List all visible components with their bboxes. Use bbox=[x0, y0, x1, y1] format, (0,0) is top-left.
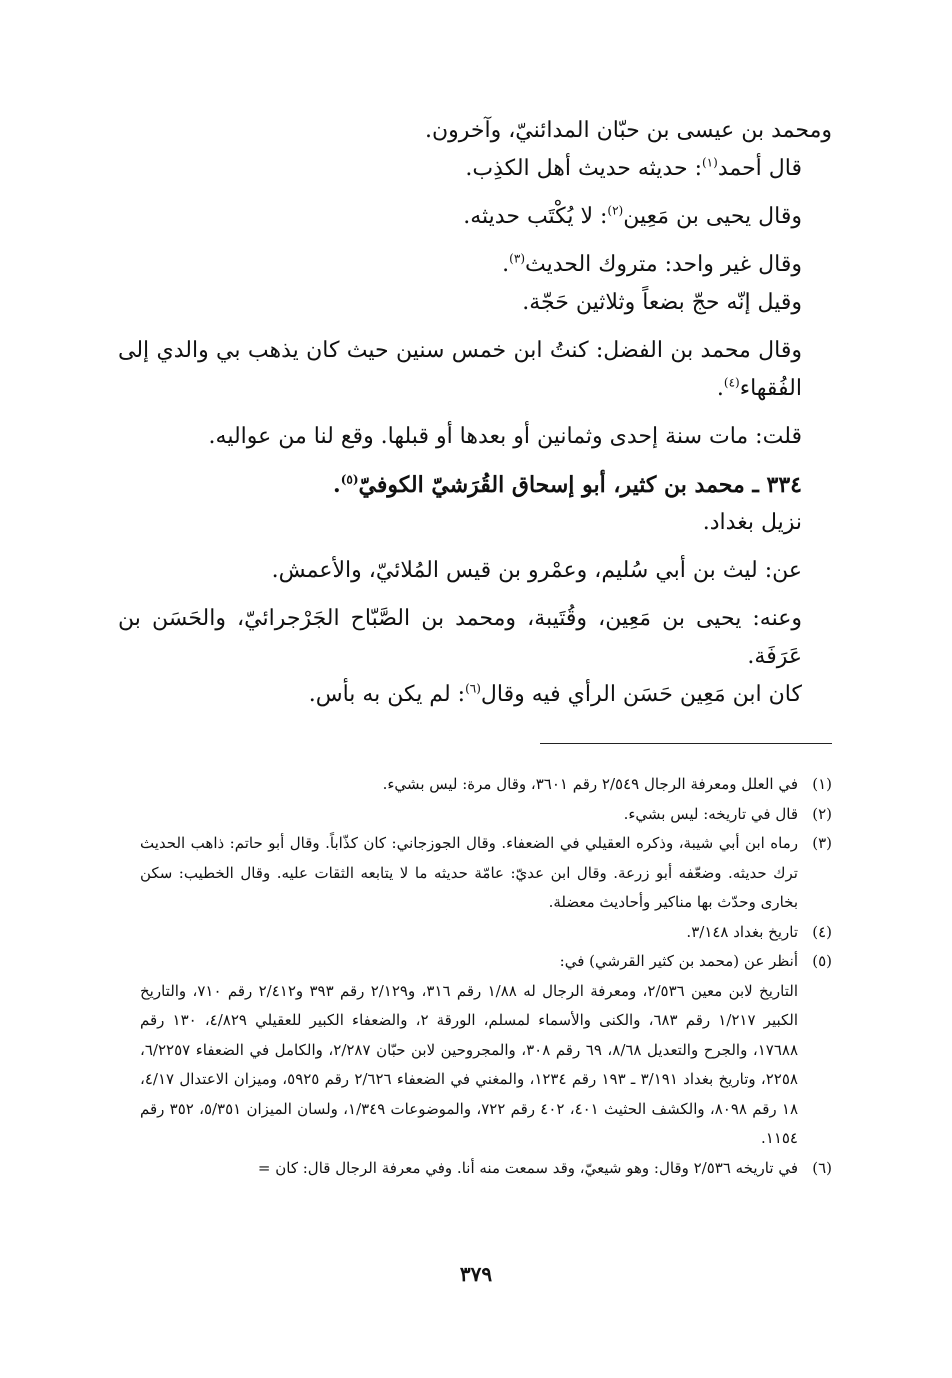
footnote-marker[interactable]: (٥) bbox=[340, 472, 359, 487]
page-number: ٣٧٩ bbox=[459, 1262, 493, 1286]
footnote bbox=[140, 918, 832, 948]
footnote-text: في العلل ومعرفة الرجال ٢/٥٤٩ رقم ٣٦٠١، وقال مرة: ليس بشيء. bbox=[382, 775, 798, 793]
footnote bbox=[140, 1154, 832, 1184]
footnote-number: (٤) bbox=[812, 922, 832, 941]
footnote-marker[interactable]: (٦) bbox=[465, 681, 481, 696]
text-line: ومحمد بن عيسى بن حبّان المدائنيّ، وآخرون. bbox=[424, 118, 832, 143]
footnotes bbox=[140, 770, 832, 1183]
footnote-marker[interactable]: (٤) bbox=[723, 375, 740, 390]
footnote bbox=[140, 770, 832, 800]
text-paragraph: وقال محمد بن الفضل: كنتُ ابن خمس سنين حيث كان يذهب بي والدي إلى الفُقهاء$^{(٤)}$. bbox=[118, 338, 802, 401]
footnote-marker[interactable]: (١) bbox=[701, 155, 718, 170]
footnote-marker[interactable]: (٢) bbox=[607, 203, 624, 218]
footnote bbox=[140, 800, 832, 830]
footnote-marker[interactable]: (٣) bbox=[509, 251, 525, 266]
footnote-text: أنظر عن (محمد بن كثير القرشي) في: bbox=[559, 952, 798, 970]
text-line: وقال يحيى بن مَعِين$^{(٢)}$: لا يُكْتَب حديثه. bbox=[463, 203, 802, 229]
text-paragraph: وعنه: يحيى بن مَعِين، وقُتَيبة، ومحمد بن الصَّبّاح الجَرْجرائيّ، والحَسَن بن عَرَفَة. bbox=[118, 606, 802, 669]
footnote bbox=[140, 829, 832, 918]
main-text bbox=[118, 112, 832, 714]
footnote-text: قال في تاريخه: ليس بشيء. bbox=[623, 804, 798, 823]
footnote-text: رماه ابن أبي شيبة، وذكره العقيلي في الضعفاء. وقال الجوزجاني: كان كذّاباً. وقال أبو حاتم: ذاهب الحديث ترك حديثه. وضعّفه أبو زرعة. وقال ابن عديّ: عامّة حديثه ما لا يتابعه الثقات عليه. وقال الخطيب: سكن بخارى وحدّث بها مناكير وأحاديث معضلة. bbox=[140, 834, 798, 911]
footnote-sources: التاريخ لابن معين ٢/٥٣٦، ومعرفة الرجال له ١/٨٨ رقم ٣١٦، و٢/١٢٩ رقم ٣٩٣ و٢/٤١٢ رقم ٧١٠، والتاريخ الكبير ١/٢١٧ رقم ٦٨٣، والكنى والأسماء لمسلم، الورقة ٢، والضعفاء الكبير للعقيلي ٤/٨٢٩، ١٣٠ رقم ١٧٦٨٨، والجرح والتعديل ٨/٦٨، ٦٩ رقم ٣٠٨، والمجروحين لابن حبّان ٢/٢٨٧، والكامل في الضعفاء ٦/٢٢٥٧، ٢٢٥٨، وتاريخ بغداد ٣/١٩١ ـ ١٩٣ رقم ١٢٣٤، والمغني في الضعفاء ٢/٦٢٦ رقم ٥٩٢٥، وميزان الاعتدال ٤/١٧، ١٨ رقم ٨٠٩٨، والكشف الحثيث ٤٠١، ٤٠٢ رقم ٧٢٢، والموضوعات ١/٣٤٩، ولسان الميزان ٥/٣٥١، ٣٥٢ رقم ١١٥٤. bbox=[140, 981, 799, 1147]
text-line: نزيل بغداد. bbox=[702, 510, 802, 535]
text-line: قال أحمد$^{(١)}$: حديثه حديث أهل الكذِب. bbox=[465, 155, 802, 181]
entry-heading: ٣٣٤ ـ محمد بن كثير، أبو إسحاق القُرَشيّ الكوفيّ$^{(٥)}$. bbox=[333, 472, 802, 498]
footnote-number: (٣) bbox=[812, 834, 832, 852]
footnote-number: (٦) bbox=[812, 1158, 832, 1177]
footnote-number: (١) bbox=[812, 775, 832, 793]
text-line: كان ابن مَعِين حَسَن الرأي فيه وقال$^{(٦)}$: لم يكن به بأس. bbox=[308, 681, 802, 707]
footnote-number: (٢) bbox=[812, 804, 832, 823]
text-line: قلت: مات سنة إحدى وثمانين أو بعدها أو قبلها. وقع لنا من عواليه. bbox=[208, 424, 802, 449]
footnote-number: (٥) bbox=[812, 952, 832, 970]
text-line: وقيل إنّه حجّ بضعاً وثلاثين حَجّة. bbox=[522, 290, 802, 315]
footnote bbox=[140, 947, 832, 1154]
text-line: عن: ليث بن أبي سُليم، وعمْرو بن قيس المُلائيّ، والأعمش. bbox=[271, 558, 802, 583]
footnote-text: تاريخ بغداد ٣/١٤٨. bbox=[686, 922, 798, 941]
text-line: وقال غير واحد: متروك الحديث$^{(٣)}$. bbox=[502, 251, 802, 277]
footnote-separator bbox=[540, 743, 832, 744]
footnote-text: في تاريخه ٢/٥٣٦ وقال: وهو شيعيّ، وقد سمعت منه أنا. وفي معرفة الرجال قال: كان = bbox=[257, 1158, 798, 1177]
